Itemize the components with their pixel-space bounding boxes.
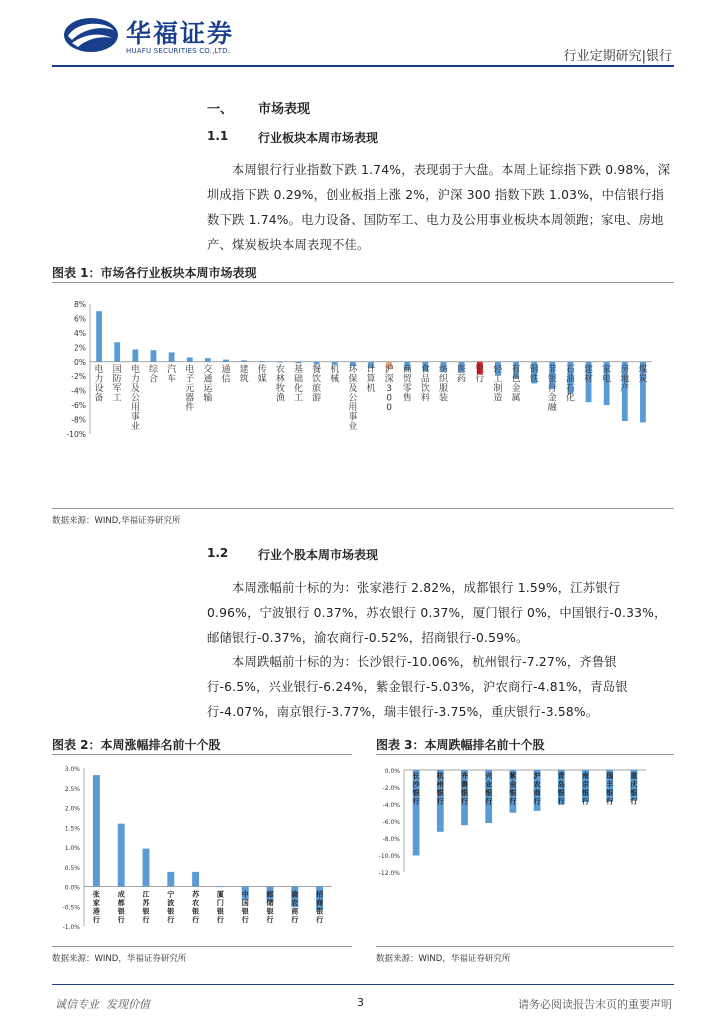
x-category-label: 齐鲁银行	[461, 772, 468, 806]
subsection-number: 1.1	[207, 129, 229, 143]
figure-1-source: 数据来源：WIND,华福证券研究所	[52, 516, 181, 526]
bar	[132, 350, 138, 362]
bar	[143, 849, 150, 887]
x-category-label: 餐饮旅游	[312, 364, 322, 404]
x-category-label: 交通运输	[203, 364, 213, 404]
logo-text: 华福证券	[126, 19, 235, 48]
x-category-label: 厦门银行	[216, 890, 224, 924]
bar	[114, 342, 120, 362]
bar	[314, 362, 320, 364]
x-category-label: 建材	[584, 364, 594, 385]
paragraph-top-gainers: 本周涨幅前十标的为：张家港行 2.82%，成都银行 1.59%，江苏银行 0.96%，宁波银行 0.37%，苏农银行 0.37%，厦门银行 0%，中国银行-0.33%，邮储银行-0.37%，渝农商行-0.52%，招商银行-0.59%。	[207, 581, 667, 645]
figure-2-title: 图表 2：本周涨幅排名前十个股	[52, 738, 221, 752]
y-tick-label: 2.0%	[64, 805, 80, 813]
x-category-label: 重庆银行	[630, 772, 638, 806]
x-category-label: 综合	[148, 364, 158, 385]
bar	[118, 824, 125, 887]
y-tick-label: -1.0%	[62, 924, 80, 931]
subsection-title: 行业个股本周市场表现	[258, 548, 379, 562]
x-category-label: 电力及公用事业	[130, 364, 140, 432]
logo-mark-icon	[62, 16, 120, 54]
x-category-label: 电子元器件	[185, 364, 195, 413]
x-category-label: 轻工制造	[493, 364, 503, 404]
bar	[151, 350, 157, 362]
x-category-label: 青岛银行	[557, 772, 565, 806]
y-tick-label: -8.0%	[382, 836, 400, 843]
figure-3-top-rule	[376, 754, 674, 755]
x-category-label: 食品饮料	[420, 364, 430, 404]
y-tick-label: -4%	[71, 386, 86, 396]
figure-2-source: 数据来源：WIND，华福证券研究所	[52, 954, 187, 964]
x-category-label: 环保及公用事业	[348, 364, 358, 432]
x-category-label: 江苏银行	[142, 890, 150, 924]
x-category-label: 邮储银行	[266, 890, 274, 924]
bar	[93, 775, 100, 886]
x-category-label: 杭州银行	[436, 772, 444, 806]
subsection-number: 1.2	[207, 546, 229, 560]
x-category-label: 紫金银行	[509, 772, 517, 806]
x-category-label: 沪深 3 0 0	[384, 364, 394, 413]
report-type: 行业定期研究|银行	[563, 49, 672, 64]
y-tick-label: 3.0%	[64, 766, 80, 773]
x-category-label: 南京银行	[582, 772, 589, 806]
y-tick-label: 1.5%	[64, 825, 80, 833]
y-tick-label: 4%	[73, 328, 86, 338]
logo	[62, 12, 252, 58]
x-category-label: 农林牧渔	[275, 364, 285, 404]
x-category-label: 成都银行	[117, 890, 125, 924]
bar	[223, 360, 229, 362]
x-category-label: 渝农商行	[291, 890, 299, 924]
y-tick-label: 1.0%	[64, 845, 80, 852]
x-category-label: 中国银行	[241, 890, 249, 924]
footer-disclaimer: 请务必阅读报告末页的重要声明	[518, 998, 672, 1011]
x-category-label: 国防军工	[112, 364, 122, 404]
bar	[205, 358, 211, 362]
top-losers-chart	[376, 760, 674, 942]
y-tick-label: 8%	[73, 300, 86, 309]
x-category-label: 苏农银行	[192, 890, 200, 924]
y-tick-label: -2.0%	[382, 785, 400, 792]
y-tick-label: 0.5%	[64, 864, 80, 872]
bar	[96, 311, 102, 362]
x-category-label: 瑞丰银行	[606, 772, 614, 806]
y-tick-label: -4.0%	[382, 802, 400, 809]
bar	[241, 360, 247, 361]
x-category-label: 石油石化	[565, 364, 575, 404]
x-category-label: 沪农商行	[533, 772, 541, 806]
paragraph-top-losers: 本周跌幅前十标的为：长沙银行-10.06%，杭州银行-7.27%，齐鲁银行-6.5%，兴业银行-6.24%，紫金银行-5.03%，沪农商行-4.81%，青岛银行-4.07%，南京银行-3.77%，瑞丰银行-3.75%，重庆银行-3.58%。	[207, 655, 628, 719]
y-tick-label: -10.0%	[378, 853, 400, 860]
x-category-label: 机械	[330, 364, 340, 385]
bar	[259, 361, 265, 362]
paragraph-industry: 本周银行行业指数下跌 1.74%，表现弱于大盘。本周上证综指下跌 0.98%，深圳成指下跌 0.29%，创业板指上涨 2%，沪深 300 指数下跌 1.03%，中信银行指数下跌 1.74%。电力设备、国防军工、电力及公用事业板块本周领跑；家电、房地产、煤炭板块本周表现不佳。	[207, 163, 671, 252]
x-category-label: 计算机	[366, 364, 376, 394]
figure-1-title: 图表 1：市场各行业板块本周市场表现	[52, 266, 257, 280]
logo-subtext: HUAFU SECURITIES CO.,LTD.	[126, 47, 231, 55]
x-category-label: 非银行金融	[547, 364, 557, 413]
bar	[277, 362, 283, 363]
y-tick-label: 0%	[73, 357, 86, 367]
page-number: 3	[357, 996, 364, 1009]
x-category-label: 招商银行	[316, 890, 324, 924]
x-category-label: 通信	[221, 364, 231, 385]
figure-3-title: 图表 3：本周跌幅排名前十个股	[376, 738, 545, 752]
x-category-label: 基础化工	[293, 364, 303, 404]
industry-performance-chart	[52, 290, 674, 500]
subsection-title: 行业板块本周市场表现	[258, 131, 379, 145]
section-number: 一、	[207, 102, 234, 117]
x-category-label: 宁波银行	[167, 890, 175, 924]
x-category-label: 医药	[457, 364, 467, 385]
x-category-label: 兴业银行	[485, 772, 493, 806]
y-tick-label: -12.0%	[378, 870, 400, 877]
x-category-label: 有色金属	[511, 364, 521, 404]
x-category-label: 电力设备	[94, 364, 104, 404]
bar	[169, 352, 175, 361]
y-tick-label: -0.5%	[62, 904, 80, 912]
figure-2-bottom-rule	[52, 946, 352, 947]
x-category-label: 纺织服装	[439, 364, 449, 404]
header-rule	[52, 65, 674, 67]
y-tick-label: 0.0%	[384, 768, 400, 775]
x-category-label: 汽车	[167, 364, 177, 385]
footer-rule	[52, 984, 674, 985]
x-category-label: 张家港行	[92, 890, 100, 924]
y-tick-label: -8%	[71, 415, 86, 425]
figure-3-source: 数据来源：WIND，华福证券研究所	[376, 954, 511, 964]
bar	[296, 362, 302, 363]
y-tick-label: -2%	[71, 372, 86, 382]
x-category-label: 钢铁	[529, 364, 539, 385]
x-category-label: 长沙银行	[412, 772, 420, 806]
y-tick-label: 2%	[73, 343, 86, 353]
footer-slogan: 诚信专业 发现价值	[55, 998, 150, 1011]
x-category-label: 银行	[475, 364, 485, 385]
y-tick-label: 2.5%	[64, 785, 80, 793]
bar	[217, 887, 224, 888]
figure-2-top-rule	[52, 754, 352, 755]
figure-1-bottom-rule	[52, 508, 674, 509]
x-category-label: 家电	[602, 364, 612, 385]
y-tick-label: -10%	[66, 430, 86, 439]
x-category-label: 煤炭	[638, 364, 648, 385]
top-gainers-chart	[52, 760, 352, 942]
figure-3-bottom-rule	[376, 946, 674, 947]
bar	[187, 357, 193, 361]
x-category-label: 传媒	[257, 364, 267, 385]
y-tick-label: -6%	[71, 401, 86, 411]
y-tick-label: 6%	[73, 314, 86, 324]
y-tick-label: 0.0%	[64, 884, 80, 892]
bar	[167, 872, 174, 887]
y-tick-label: -6.0%	[382, 819, 400, 826]
bar	[192, 872, 199, 887]
figure-1-top-rule	[52, 282, 674, 283]
x-category-label: 建筑	[239, 364, 249, 385]
x-category-label: 房地产	[620, 364, 630, 394]
x-category-label: 商贸零售	[402, 364, 412, 404]
section-title: 市场表现	[258, 102, 311, 117]
